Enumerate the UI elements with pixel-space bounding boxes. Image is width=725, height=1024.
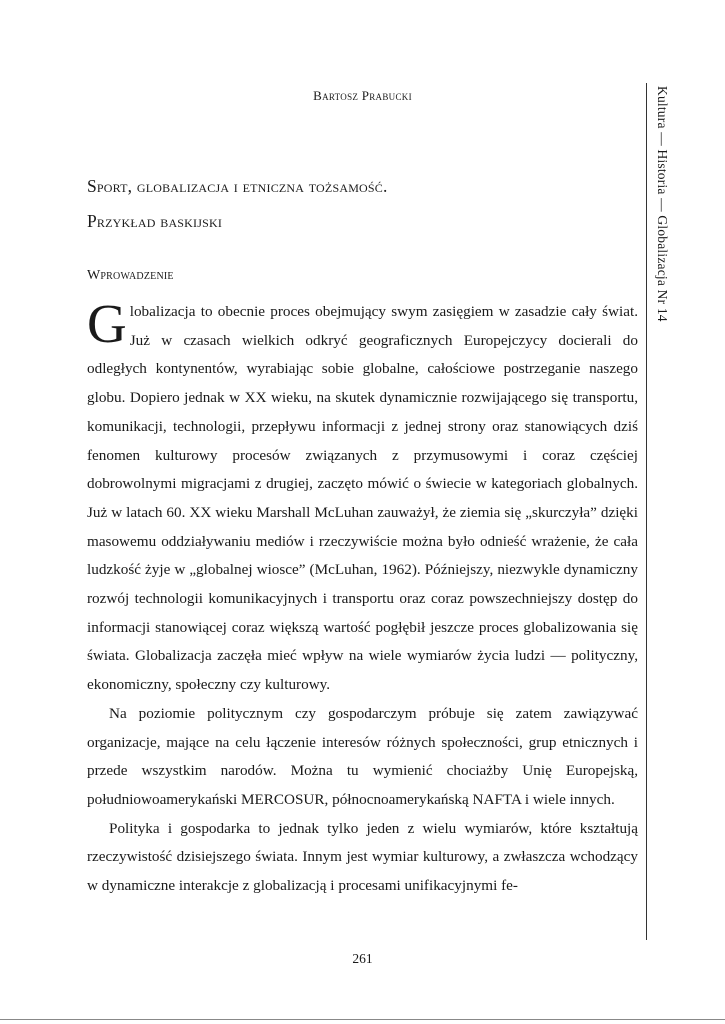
page-number: 261	[352, 951, 373, 966]
bottom-divider	[0, 1019, 725, 1020]
paragraph-2: Na poziomie politycznym czy gospodarczym próbuje się zatem zawiązywać organizacje, mające na celu łączenie interesów różnych społeczności, grup etnicznych i przede wszystkim narodów. Można tu wymienić chociażby Unię Europejską, południowoamerykański MERCOSUR, północnoamerykańską NAFTA i wiele innych.	[87, 704, 638, 808]
paragraph-1-text: lobalizacja to obecnie proces obejmujący swym zasięgiem w zasadzie cały świat. Już w czasach wielkich odkryć geograficznych Europejczycy docierali do odległych kontynentów, wyrabiając sobie globalne, całościowe postrzeganie naszego globu. Dopiero jednak w XX wieku, na skutek dynamicznie rozwijającego się transportu, komunikacji, technologii, przepływu informacji z jednej strony oraz stanowiących dziś fenomen kulturowy procesów związanych z przymusowymi i coraz częściej dobrowolnymi migracjami z drugiej, zaczęto mówić o świecie w kategoriach globalnych. Już w latach 60. XX wieku Marshall McLuhan zauważył, że ziemia się „skurczyła” dzięki masowemu oddziaływaniu mediów i rzeczywiście można było odnieść wrażenie, że cała ludzkość żyje w „globalnej wiosce” (McLuhan, 1962). Późniejszy, niezwykle dynamiczny rozwój technologii komunikacyjnych i transportu oraz coraz powszechniejszy dostęp do informacji stanowiącej coraz większą wartość pogłębił jeszcze proces globalizowania się świata. Globalizacja zaczęła mieć wpływ na wiele wymiarów życia ludzi — polityczny, ekonomiczny, społeczny czy kulturowy.	[87, 303, 638, 694]
article-body	[87, 293, 638, 901]
paragraph-1	[87, 293, 638, 700]
article-title-line1: Sport, globalizacja i etniczna tożsamość.	[87, 176, 388, 196]
section-heading: Wprowadzenie	[87, 268, 174, 283]
drop-cap: G	[87, 293, 127, 354]
running-header: Kultura — Historia — Globalizacja Nr 14	[655, 86, 670, 322]
paragraph-3: Polityka i gospodarka to jednak tylko jeden z wielu wymiarów, które kształtują rzeczywistość dzisiejszego świata. Innym jest wymiar kulturowy, a zwłaszcza wchodzący w dynamiczne interakcje z globalizacją i procesami unifikacyjnymi fe-	[87, 819, 638, 895]
side-divider	[646, 83, 647, 940]
article-title-line2: Przykład baskijski	[87, 211, 223, 231]
author-name: Bartosz Prabucki	[313, 88, 412, 103]
